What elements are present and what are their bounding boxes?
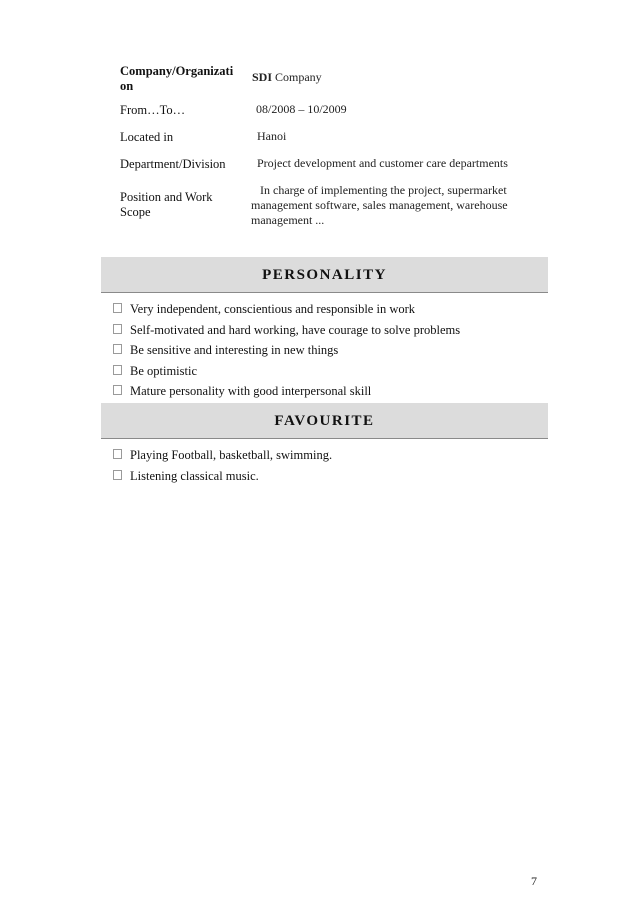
from-to-label: From…To… bbox=[120, 103, 186, 117]
list-item bbox=[113, 448, 543, 469]
list-item-text: Self-motivated and hard working, have courage to solve problems bbox=[130, 322, 461, 337]
list-item bbox=[113, 384, 543, 405]
checkbox-bullet-icon bbox=[113, 365, 122, 375]
checkbox-bullet-icon bbox=[113, 303, 122, 313]
page-number: 7 bbox=[531, 874, 537, 888]
company-suffix: Company bbox=[275, 70, 322, 84]
checkbox-bullet-icon bbox=[113, 470, 122, 480]
list-item bbox=[113, 302, 543, 323]
checkbox-bullet-icon bbox=[113, 324, 122, 334]
personality-list bbox=[113, 302, 543, 405]
favourite-list bbox=[113, 448, 543, 489]
location-label: Located in bbox=[120, 130, 174, 144]
list-item-text: Be sensitive and interesting in new things bbox=[130, 343, 339, 357]
favourite-header bbox=[101, 403, 548, 439]
list-item-text: Mature personality with good interpersonal skill bbox=[130, 384, 372, 398]
from-to-value: 08/2008 – 10/2009 bbox=[256, 102, 347, 116]
list-item-text: Listening classical music. bbox=[130, 468, 259, 483]
location-value: Hanoi bbox=[257, 129, 287, 143]
company-value bbox=[252, 70, 512, 85]
department-label: Department/Division bbox=[120, 157, 226, 171]
list-item-text: Be optimistic bbox=[130, 363, 198, 378]
personality-header bbox=[101, 257, 548, 293]
department-value: Project development and customer care departments bbox=[257, 156, 508, 170]
list-item-text: Very independent, conscientious and responsible in work bbox=[130, 302, 416, 316]
company-name: SDI bbox=[252, 70, 273, 84]
list-item-text: Playing Football, basketball, swimming. bbox=[130, 448, 333, 462]
list-item bbox=[113, 364, 543, 385]
list-item bbox=[113, 343, 543, 364]
position-value: In charge of implementing the project, supermarket management software, sales management, warehouse management ... bbox=[251, 183, 508, 227]
list-item bbox=[113, 469, 543, 490]
company-label: Company/Organization bbox=[120, 64, 234, 93]
personality-title: PERSONALITY bbox=[262, 267, 387, 283]
checkbox-bullet-icon bbox=[113, 449, 122, 459]
position-label: Position and Work Scope bbox=[120, 190, 213, 219]
checkbox-bullet-icon bbox=[113, 344, 122, 354]
checkbox-bullet-icon bbox=[113, 385, 122, 395]
list-item bbox=[113, 323, 543, 344]
favourite-title: FAVOURITE bbox=[274, 413, 375, 429]
